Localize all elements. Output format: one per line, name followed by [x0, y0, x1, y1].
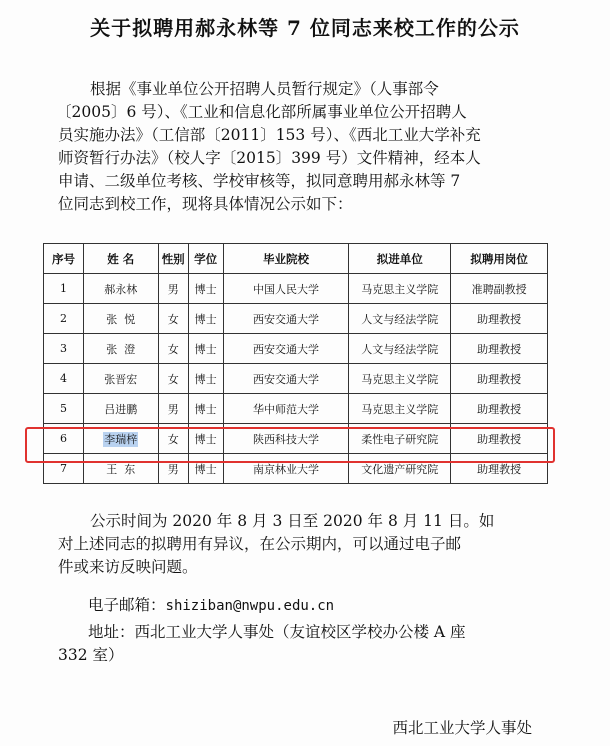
staff-table: [43, 243, 548, 484]
cell-gender: 男: [158, 454, 188, 484]
cell-gender: 女: [158, 424, 188, 454]
cell-gender: 男: [158, 394, 188, 424]
cell-gender: 女: [158, 364, 188, 394]
cell-degree: 博士: [188, 364, 223, 394]
cell-school: 西安交通大学: [223, 334, 349, 364]
header-school: 毕业院校: [223, 244, 349, 274]
notice-paragraph: [58, 510, 548, 579]
cell-unit: 人文与经法学院: [349, 304, 451, 334]
intro-line: 根据《事业单位公开招聘人员暂行规定》（人事部令: [90, 80, 439, 98]
table-header-row: [44, 244, 548, 274]
intro-line: 〔2005〕6 号）、《工业和信息化部所属事业单位公开招聘人: [56, 103, 467, 121]
cell-position: 助理教授: [451, 334, 548, 364]
header-unit: 拟进单位: [349, 244, 451, 274]
cell-unit: 马克思主义学院: [349, 364, 451, 394]
cell-degree: 博士: [188, 394, 223, 424]
address-paragraph: [58, 621, 548, 667]
cell-index: 7: [44, 454, 84, 484]
intro-line: 师资暂行办法》（校人字〔2015〕399 号）文件精神，经本人: [58, 149, 481, 167]
cell-index: 4: [44, 364, 84, 394]
cell-name: 吕进鹏: [83, 394, 158, 424]
cell-school: 华中师范大学: [223, 394, 349, 424]
cell-position: 助理教授: [451, 364, 548, 394]
notice-line: 对上述同志的拟聘用有异议，在公示期内，可以通过电子邮: [58, 535, 462, 553]
cell-school: 西安交通大学: [223, 364, 349, 394]
cell-unit: 文化遗产研究院: [349, 454, 451, 484]
email-address: shiziban@nwpu.edu.cn: [165, 598, 335, 614]
cell-index: 1: [44, 274, 84, 304]
cell-position: 助理教授: [451, 304, 548, 334]
cell-school: 中国人民大学: [223, 274, 349, 304]
cell-degree: 博士: [188, 274, 223, 304]
intro-paragraph: [58, 78, 538, 216]
cell-name: 郝永林: [83, 274, 158, 304]
cell-unit: 马克思主义学院: [349, 394, 451, 424]
cell-name: 张 澄: [83, 334, 158, 364]
header-name: 姓 名: [83, 244, 158, 274]
cell-degree: 博士: [188, 424, 223, 454]
cell-index: 6: [44, 424, 84, 454]
intro-line: 位同志到校工作，现将具体情况公示如下：: [58, 195, 353, 213]
cell-gender: 男: [158, 274, 188, 304]
table-row: [44, 364, 548, 394]
header-gender: 性别: [158, 244, 188, 274]
intro-line: 申请、二级单位考核、学校审核等，拟同意聘用郝永林等 7: [58, 172, 461, 190]
address-line: 332 室）: [58, 646, 124, 664]
cell-position: 助理教授: [451, 424, 548, 454]
cell-position: 助理教授: [451, 394, 548, 424]
cell-degree: 博士: [188, 304, 223, 334]
cell-gender: 女: [158, 334, 188, 364]
header-index: 序号: [44, 244, 84, 274]
email-line: [88, 594, 334, 618]
cell-position: 准聘副教授: [451, 274, 548, 304]
cell-degree: 博士: [188, 454, 223, 484]
table-row: [44, 274, 548, 304]
cell-name: 王 东: [83, 454, 158, 484]
header-position: 拟聘用岗位: [451, 244, 548, 274]
cell-index: 5: [44, 394, 84, 424]
cell-school: 南京林业大学: [223, 454, 349, 484]
page-title: 关于拟聘用郝永林等 7 位同志来校工作的公示: [90, 16, 520, 40]
cell-unit: 柔性电子研究院: [349, 424, 451, 454]
table-row: [44, 394, 548, 424]
table-row: [44, 334, 548, 364]
header-degree: 学位: [188, 244, 223, 274]
cell-name: 张晋宏: [83, 364, 158, 394]
cell-unit: 马克思主义学院: [349, 274, 451, 304]
table-row: [44, 454, 548, 484]
intro-line: 员实施办法》（工信部〔2011〕153 号）、《西北工业大学补充: [58, 126, 481, 144]
cell-name: 张 悦: [83, 304, 158, 334]
signature: 西北工业大学人事处: [392, 719, 532, 737]
cell-school: 西安交通大学: [223, 304, 349, 334]
cell-gender: 女: [158, 304, 188, 334]
table-row-highlighted: [44, 424, 548, 454]
notice-line: 件或来访反映问题。: [58, 558, 198, 576]
cell-position: 助理教授: [451, 454, 548, 484]
email-label: 电子邮箱：: [88, 596, 166, 614]
notice-line: 公示时间为 2020 年 8 月 3 日至 2020 年 8 月 11 日。如: [90, 512, 495, 530]
address-line: 地址：西北工业大学人事处（友谊校区学校办公楼 A 座: [88, 623, 466, 641]
cell-index: 3: [44, 334, 84, 364]
cell-school: 陕西科技大学: [223, 424, 349, 454]
cell-degree: 博士: [188, 334, 223, 364]
cell-unit: 人文与经法学院: [349, 334, 451, 364]
highlighted-name: 李瑞梓: [104, 432, 138, 446]
cell-name: [83, 424, 158, 454]
cell-index: 2: [44, 304, 84, 334]
table-row: [44, 304, 548, 334]
